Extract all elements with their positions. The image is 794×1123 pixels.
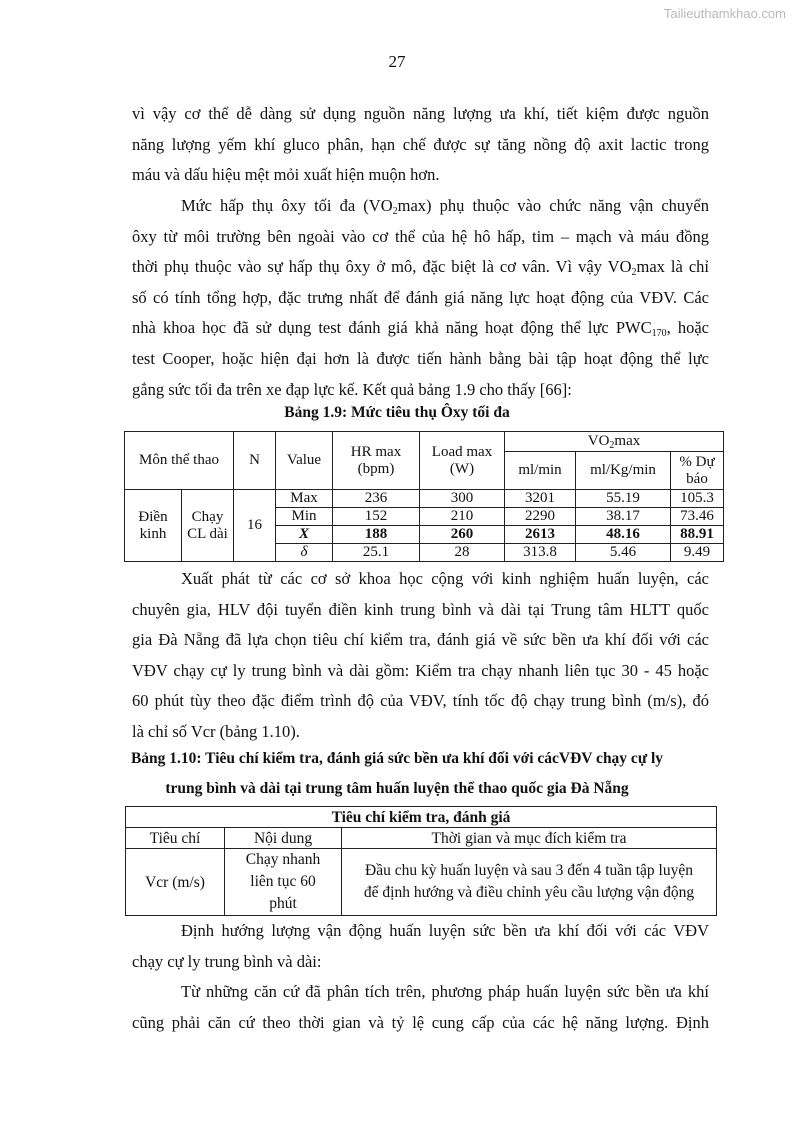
header-vo2max: $VO_2\max$ bbox=[505, 432, 724, 452]
cell-pct: 73.46 bbox=[671, 508, 724, 526]
header-criteria: Tiêu chí bbox=[126, 828, 225, 849]
row-label: Min bbox=[276, 508, 333, 526]
text-line: nhà khoa học đã sử dụng test đánh giá khả năng hoạt động thể lực $PWC_{170}$, hoặc bbox=[132, 318, 709, 340]
paragraph-3 bbox=[132, 564, 709, 748]
text-line: Định hướng lượng vận động huấn luyện sức bền ưa khí đối với các VĐV bbox=[181, 921, 709, 940]
cell-load: 28 bbox=[420, 544, 505, 562]
text-line: là chỉ số Vcr (bảng 1.10). bbox=[132, 721, 300, 741]
text-line: máu và dấu hiệu mệt mỏi xuất hiện muộn hơn. bbox=[132, 165, 440, 185]
table-1-9-caption: Bảng 1.9: Mức tiêu thụ Ôxy tối đa bbox=[284, 404, 510, 421]
table-1-9 bbox=[124, 431, 724, 562]
mean-symbol: $\overline{X}$ bbox=[298, 526, 309, 542]
page-number: 27 bbox=[388, 52, 406, 71]
header-value: Value bbox=[276, 432, 333, 490]
table-1-10 bbox=[125, 806, 717, 916]
text-line: chuyên gia, HLV đội tuyển điền kinh trung bình và dài tại Trung tâm HLTT quốc bbox=[132, 599, 709, 619]
cell-pct: 88.91 bbox=[671, 526, 724, 544]
header-n: N bbox=[234, 432, 276, 490]
cell-pct: 105.3 bbox=[671, 490, 724, 508]
row-label: Max bbox=[276, 490, 333, 508]
cell-hr: 152 bbox=[333, 508, 420, 526]
cell-load: 210 bbox=[420, 508, 505, 526]
cell-ml-kg: 55.19 bbox=[576, 490, 671, 508]
cell-load: 300 bbox=[420, 490, 505, 508]
text-line: thời phụ thuộc vào sự hấp thụ ôxy ở mô, đặc biệt là cơ vân. Vì vậy $VO_2\max$ là chỉ bbox=[132, 257, 709, 279]
text-line: test Cooper, hoặc hiện đại hơn là được tiến hành bằng bài tập hoạt động thể lực bbox=[132, 348, 709, 368]
cell-hr: 25.1 bbox=[333, 544, 420, 562]
text-line: VĐV chạy cự ly trung bình và dài gồm: Kiểm tra chạy nhanh liên tục 30 - 45 hoặc bbox=[132, 660, 709, 680]
text-line: số có tính tổng hợp, đặc trưng nhất để đánh giá năng lực hoạt động của VĐV. Các bbox=[132, 287, 709, 307]
row-label-delta bbox=[276, 544, 333, 562]
text-line: năng lượng yếm khí gluco phân, hạn chế được sự tăng nồng độ axit lactic trong bbox=[132, 134, 709, 154]
header-sport: Môn thể thao bbox=[125, 432, 234, 490]
cell-content: Chạy nhanh liên tục 60 phút bbox=[225, 849, 342, 916]
delta-symbol: δ bbox=[300, 544, 308, 560]
text-line: Từ những căn cứ đã phân tích trên, phương pháp huấn luyện sức bền ưa khí bbox=[181, 982, 709, 1001]
text-line: gia Đà Nẵng đã lựa chọn tiêu chí kiểm tra, đánh giá về sức bền ưa khí đối với các bbox=[132, 630, 709, 650]
paragraph-1 bbox=[132, 99, 709, 191]
cell-pct: 9.49 bbox=[671, 544, 724, 562]
sport-cell: Điền kinh bbox=[125, 490, 182, 562]
cell-load: 260 bbox=[420, 526, 505, 544]
cell-time-purpose: Đầu chu kỳ huấn luyện và sau 3 đến 4 tuần tập luyện để định hướng và điều chỉnh yêu cầu lượng vận động bbox=[342, 849, 717, 916]
text-line: vì vậy cơ thể dễ dàng sử dụng nguồn năng lượng ưa khí, tiết kiệm được nguồn bbox=[132, 104, 709, 123]
header-ml-min: ml/min bbox=[505, 452, 576, 490]
table-title: Tiêu chí kiểm tra, đánh giá bbox=[126, 807, 717, 828]
cell-ml-min: 2290 bbox=[505, 508, 576, 526]
cell-ml-min: 2613 bbox=[505, 526, 576, 544]
cell-ml-kg: 5.46 bbox=[576, 544, 671, 562]
paragraph-2 bbox=[132, 191, 709, 405]
text-line: ôxy từ môi trường bên ngoài vào cơ thể của hệ hô hấp, tim – mạch và máu đồng bbox=[132, 226, 709, 246]
text-line: gắng sức tối đa trên xe đạp lực kế. Kết quả bảng 1.9 cho thấy [66]: bbox=[132, 379, 572, 399]
paragraph-5 bbox=[132, 977, 709, 1038]
header-hr-max: HR max (bpm) bbox=[333, 432, 420, 490]
paragraph-4 bbox=[132, 916, 709, 977]
cell-ml-min: 313.8 bbox=[505, 544, 576, 562]
cell-ml-kg: 38.17 bbox=[576, 508, 671, 526]
row-label-mean bbox=[276, 526, 333, 544]
event-cell: Chạy CL dài bbox=[182, 490, 234, 562]
cell-ml-kg: 48.16 bbox=[576, 526, 671, 544]
text-line: cũng phải căn cứ theo thời gian và tỷ lệ cung cấp của các hệ năng lượng. Định bbox=[132, 1012, 709, 1032]
cell-ml-min: 3201 bbox=[505, 490, 576, 508]
header-percent-predicted: % Dự báo bbox=[671, 452, 724, 490]
watermark: Tailieuthamkhao.com bbox=[663, 6, 786, 21]
header-time-purpose: Thời gian và mục đích kiểm tra bbox=[342, 828, 717, 849]
header-content: Nội dung bbox=[225, 828, 342, 849]
cell-hr: 236 bbox=[333, 490, 420, 508]
text-line: Xuất phát từ các cơ sở khoa học cộng với kinh nghiệm huấn luyện, các bbox=[181, 569, 709, 588]
header-load-max: Load max (W) bbox=[420, 432, 505, 490]
cell-criteria: Vcr (m/s) bbox=[126, 849, 225, 916]
table-1-10-caption-line-1: Bảng 1.10: Tiêu chí kiểm tra, đánh giá sức bền ưa khí đối với cácVĐV chạy cự ly bbox=[130, 750, 664, 767]
cell-hr: 188 bbox=[333, 526, 420, 544]
header-ml-kg-min: ml/Kg/min bbox=[576, 452, 671, 490]
text-line: Mức hấp thụ ôxy tối đa $(VO_2\max)$ phụ thuộc vào chức năng vận chuyển bbox=[181, 196, 709, 217]
table-1-10-caption-line-2: trung bình và dài tại trung tâm huấn luyện thể thao quốc gia Đà Nẵng bbox=[165, 780, 629, 797]
text-line: chạy cự ly trung bình và dài: bbox=[132, 951, 322, 971]
text-line: 60 phút tùy theo đặc điểm trình độ của VĐV, tính tốc độ chạy trung bình (m/s), đó bbox=[132, 691, 709, 711]
n-cell: 16 bbox=[234, 490, 276, 562]
